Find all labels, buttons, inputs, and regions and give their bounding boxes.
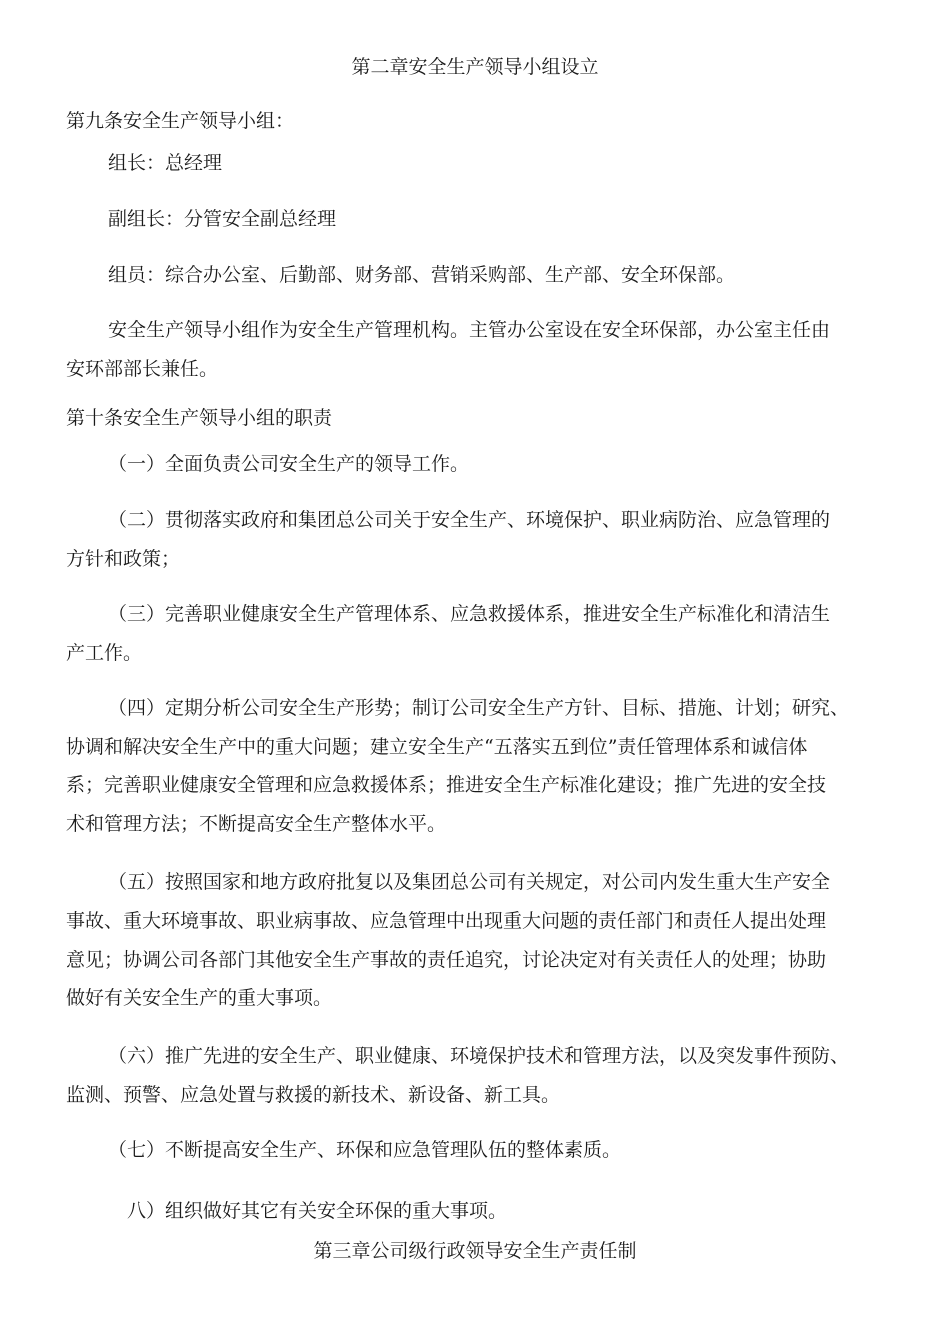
duty-item-2-line-1: （二）贯彻落实政府和集团总公司关于安全生产、环境保护、职业病防治、应急管理的 xyxy=(108,509,831,531)
duty-item-7: （七）不断提高安全生产、环保和应急管理队伍的整体素质。 xyxy=(108,1139,622,1161)
chapter-2-title: 第二章安全生产领导小组设立 xyxy=(351,56,599,78)
office-note-line-1: 安全生产领导小组作为安全生产管理机构。主管办公室设在安全环保部，办公室主任由 xyxy=(108,319,831,341)
article-10-heading: 第十条安全生产领导小组的职责 xyxy=(66,407,333,429)
duty-item-5-line-2: 事故、重大环境事故、职业病事故、应急管理中出现重大问题的责任部门和责任人提出处理 xyxy=(66,910,827,932)
office-note-line-2: 安环部部长兼任。 xyxy=(66,358,219,380)
duty-item-2-line-2: 方针和政策； xyxy=(66,548,181,570)
duty-item-4-line-4: 术和管理方法；不断提高安全生产整体水平。 xyxy=(66,813,447,835)
duty-item-6-line-2: 监测、预警、应急处置与救援的新技术、新设备、新工具。 xyxy=(66,1084,561,1106)
duty-item-4-line-3: 系；完善职业健康安全管理和应急救援体系；推进安全生产标准化建设；推广先进的安全技 xyxy=(66,774,827,796)
group-leader-line: 组长：总经理 xyxy=(108,152,223,174)
duty-item-4-line-1: （四）定期分析公司安全生产形势；制订公司安全生产方针、目标、措施、计划；研究、 xyxy=(108,697,850,719)
duty-item-1: （一）全面负责公司安全生产的领导工作。 xyxy=(108,453,470,475)
chapter-3-title: 第三章公司级行政领导安全生产责任制 xyxy=(313,1240,637,1262)
deputy-leader-line: 副组长：分管安全副总经理 xyxy=(108,208,337,230)
duty-item-5-line-1: （五）按照国家和地方政府批复以及集团总公司有关规定，对公司内发生重大生产安全 xyxy=(108,871,831,893)
members-line: 组员：综合办公室、后勤部、财务部、营销采购部、生产部、安全环保部。 xyxy=(108,264,736,286)
duty-item-8: 八）组织做好其它有关安全环保的重大事项。 xyxy=(127,1200,508,1222)
duty-item-5-line-4: 做好有关安全生产的重大事项。 xyxy=(66,987,333,1009)
duty-item-3-line-1: （三）完善职业健康安全生产管理体系、应急救援体系，推进安全生产标准化和清洁生 xyxy=(108,603,831,625)
article-9-heading: 第九条安全生产领导小组： xyxy=(66,110,295,132)
duty-item-5-line-3: 意见；协调公司各部门其他安全生产事故的责任追究，讨论决定对有关责任人的处理；协助 xyxy=(66,949,827,971)
duty-item-3-line-2: 产工作。 xyxy=(66,642,143,664)
duty-item-4-line-2: 协调和解决安全生产中的重大问题；建立安全生产“五落实五到位”责任管理体系和诚信体 xyxy=(66,736,808,758)
duty-item-6-line-1: （六）推广先进的安全生产、职业健康、环境保护技术和管理方法，以及突发事件预防、 xyxy=(108,1045,850,1067)
